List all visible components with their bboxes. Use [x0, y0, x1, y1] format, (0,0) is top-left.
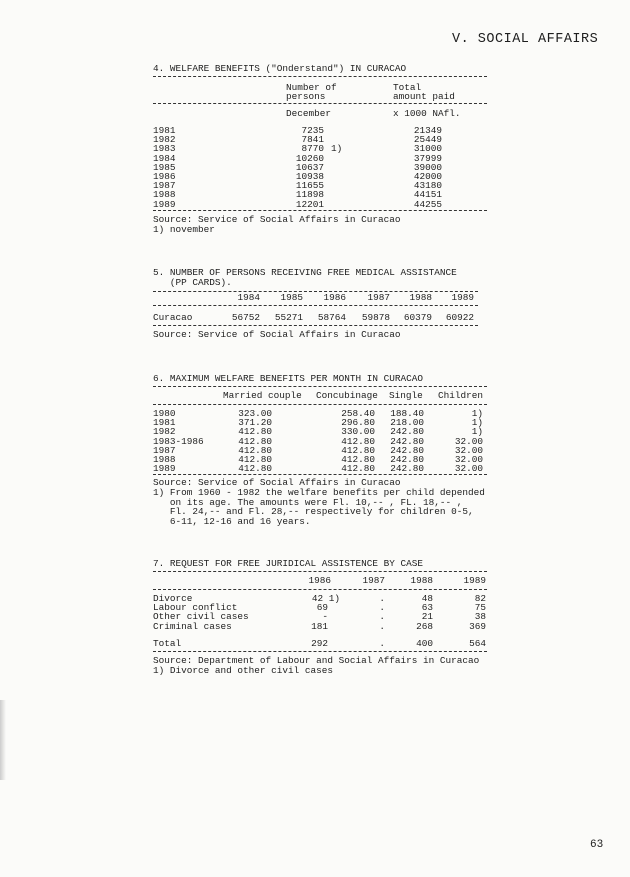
table6-footnote: 1) From 1960 - 1982 the welfare benefits per child depended	[153, 487, 485, 498]
table6-year: 1988	[153, 454, 176, 465]
table7-footnote: 1) Divorce and other civil cases	[153, 665, 334, 676]
table6-value: 412.80	[238, 454, 272, 465]
table7-year-header: 1987	[362, 575, 385, 586]
table4-footnote: 1) november	[153, 224, 215, 235]
table4-header-amount: amount paid	[393, 91, 455, 102]
table7-value: 181	[311, 620, 328, 632]
table6-footnote: on its age. The amounts were Fl. 10,-- , FL. 18,-- ,	[153, 496, 463, 508]
table7-case: Other civil cases	[153, 611, 249, 623]
table6-value: 1)	[471, 408, 483, 419]
table4-amount: 21349	[413, 125, 442, 136]
table6-value: 323.00	[238, 408, 272, 419]
table5-year-header: 1987	[367, 292, 390, 303]
table4-persons: 11898	[295, 189, 324, 201]
table4-amount: 39000	[413, 161, 442, 173]
table7-value: 38	[474, 611, 486, 623]
table6-header: Children	[438, 390, 484, 401]
table5-title: 5. NUMBER OF PERSONS RECEIVING FREE MEDICAL ASSISTANCE	[153, 267, 457, 278]
table5-value: 58764	[317, 312, 346, 323]
table7-year-header: 1988	[410, 575, 433, 586]
table6-year: 1981	[153, 417, 176, 429]
table7-value: 42 1)	[311, 593, 340, 604]
table7-value: 21	[421, 611, 433, 623]
table6-year: 1987	[153, 444, 176, 456]
table7-value: .	[379, 593, 385, 604]
table6-value: 296.80	[341, 417, 375, 429]
table4-year: 1984	[153, 152, 176, 164]
table6-value: 412.80	[341, 454, 375, 465]
chapter-heading: V. SOCIAL AFFAIRS	[452, 32, 599, 47]
table7-value: 48	[421, 593, 433, 604]
table4-year: 1988	[153, 189, 176, 201]
table5-value: 60922	[445, 312, 474, 323]
dashed-rule	[153, 325, 478, 326]
dashed-rule	[153, 210, 487, 211]
table5-value: 56752	[231, 312, 260, 323]
table6-value: 412.80	[341, 444, 375, 456]
table6-value: 412.80	[341, 463, 375, 475]
table4-year: 1981	[153, 125, 176, 136]
table7-value: 369	[469, 620, 486, 632]
table4-amount: 37999	[413, 152, 442, 164]
table5-year-header: 1986	[323, 292, 346, 303]
table6-header: Concubinage	[316, 390, 378, 401]
table4-amount: 42000	[413, 171, 442, 182]
table7-value: 75	[474, 602, 486, 614]
table7-year-header: 1986	[308, 575, 331, 586]
table4-persons: 11655	[295, 180, 324, 192]
table4-amount: 44151	[413, 189, 442, 201]
table6-value: 1)	[471, 417, 483, 429]
table6-value: 242.80	[390, 435, 424, 447]
dashed-rule	[153, 651, 487, 652]
table6-year: 1989	[153, 463, 176, 475]
table6-title: 6. MAXIMUM WELFARE BENEFITS PER MONTH IN CURACAO	[153, 373, 424, 384]
table7-case: Divorce	[153, 593, 193, 604]
table4-persons: 10260	[295, 152, 324, 164]
table4-amount: 25449	[413, 134, 442, 146]
table4-persons: 12201	[295, 198, 324, 210]
table4-header-amount: Total	[393, 82, 422, 93]
table7-total: 564	[469, 638, 486, 649]
table6-value: 371.20	[238, 417, 272, 429]
table7-total-label: Total	[153, 638, 182, 649]
table6-value: 242.80	[390, 444, 424, 456]
table6-header: Single	[389, 390, 423, 401]
table7-title: 7. REQUEST FOR FREE JURIDICAL ASSISTENCE BY CASE	[153, 558, 424, 569]
table4-year: 1987	[153, 180, 176, 192]
scan-edge-shadow	[0, 700, 6, 780]
table4-year: 1983	[153, 143, 176, 155]
table6-value: 412.80	[238, 463, 272, 475]
table4-year: 1989	[153, 198, 176, 210]
table4-amount: 44255	[413, 198, 442, 210]
table4-year: 1985	[153, 161, 176, 173]
table5-year-header: 1984	[237, 292, 260, 303]
table6-value: 242.80	[390, 454, 424, 465]
table7-source: Source: Department of Labour and Social Affairs in Curacao	[153, 655, 480, 666]
table4-unit-amount: x 1000 NAfl.	[393, 108, 461, 119]
table4-footnote-mark: 1)	[331, 143, 343, 155]
table6-year: 1983-1986	[153, 435, 204, 447]
table6-value: 32.00	[454, 463, 483, 475]
table6-value: 188.40	[390, 408, 424, 419]
table4-year: 1986	[153, 171, 176, 182]
table6-source: Source: Service of Social Affairs in Curacao	[153, 477, 401, 488]
table6-value: 242.80	[390, 463, 424, 475]
table6-value: 412.80	[238, 426, 272, 438]
table7-value: .	[379, 602, 385, 614]
table7-total: 400	[416, 638, 433, 649]
table6-value: 32.00	[454, 444, 483, 456]
table6-footnote: Fl. 24,-- and Fl. 28,-- respectively for children 0-5,	[153, 506, 474, 517]
table4-unit-persons: December	[286, 108, 332, 119]
table4-title: 4. WELFARE BENEFITS ("Onderstand") IN CURACAO	[153, 63, 407, 74]
table7-total: 292	[311, 638, 328, 649]
table4-amount: 43180	[413, 180, 442, 192]
table6-value: 412.80	[341, 435, 375, 447]
dashed-rule	[153, 305, 478, 306]
table7-case: Labour conflict	[153, 602, 238, 614]
table7-value: 82	[474, 593, 486, 604]
table4-persons: 7841	[301, 134, 324, 146]
dashed-rule	[153, 474, 487, 475]
dashed-rule	[153, 589, 487, 590]
table6-footnote: 6-11, 12-16 and 16 years.	[153, 515, 311, 527]
table5-year-header: 1989	[451, 292, 474, 303]
dashed-rule	[153, 571, 487, 572]
table4-persons: 8770	[301, 143, 324, 155]
table4-header-persons: Number of	[286, 82, 337, 93]
table4-source: Source: Service of Social Affairs in Curacao	[153, 214, 401, 225]
dashed-rule	[153, 386, 487, 387]
table6-value: 258.40	[341, 408, 375, 419]
table6-value: 1)	[471, 426, 483, 438]
table7-case: Criminal cases	[153, 620, 232, 632]
table7-value: -	[322, 611, 328, 623]
table5-source: Source: Service of Social Affairs in Curacao	[153, 329, 401, 340]
table5-region: Curacao	[153, 312, 193, 323]
table6-value: 32.00	[454, 454, 483, 465]
table4-year: 1982	[153, 134, 176, 146]
table4-amount: 31000	[413, 143, 442, 155]
table5-value: 59878	[361, 312, 390, 323]
table6-year: 1980	[153, 408, 176, 419]
table6-year: 1982	[153, 426, 176, 438]
table4-persons: 10637	[295, 161, 324, 173]
table5-title: (PP CARDS).	[153, 277, 232, 288]
table6-value: 412.80	[238, 444, 272, 456]
table5-value: 55271	[274, 312, 303, 323]
table4-persons: 10938	[295, 171, 324, 182]
table7-total: .	[379, 638, 385, 649]
table6-value: 218.00	[390, 417, 424, 429]
table6-value: 330.00	[341, 426, 375, 438]
table6-value: 32.00	[454, 435, 483, 447]
table7-value: .	[379, 611, 385, 623]
table7-value: .	[379, 620, 385, 632]
table4-header-persons: persons	[286, 91, 326, 102]
table7-value: 63	[421, 602, 433, 614]
dashed-rule	[153, 404, 487, 405]
table7-value: 268	[416, 620, 433, 632]
table5-value: 60379	[403, 312, 432, 323]
dashed-rule	[153, 76, 487, 77]
table7-year-header: 1989	[463, 575, 486, 586]
table6-header: Married couple	[223, 390, 302, 401]
table6-value: 242.80	[390, 426, 424, 438]
table5-year-header: 1988	[409, 292, 432, 303]
table4-persons: 7235	[301, 125, 324, 136]
table6-value: 412.80	[238, 435, 272, 447]
page-number: 63	[590, 839, 604, 851]
table5-year-header: 1985	[280, 292, 303, 303]
dashed-rule	[153, 103, 487, 104]
table7-value: 69	[316, 602, 328, 614]
